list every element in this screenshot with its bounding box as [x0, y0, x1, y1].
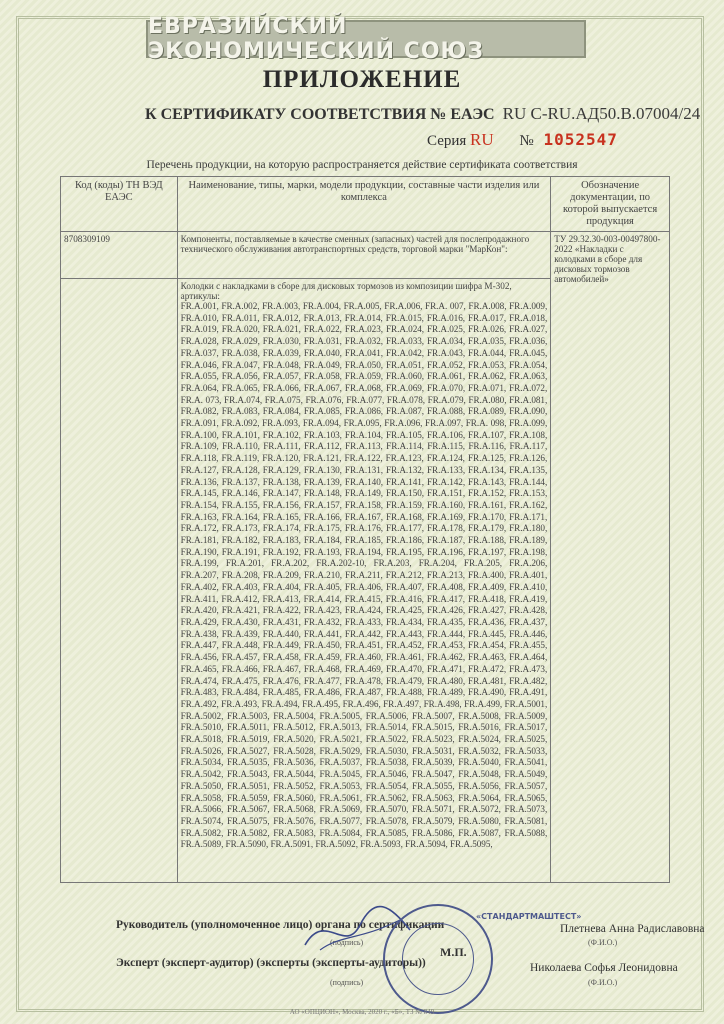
- certificate-label: К СЕРТИФИКАТУ СООТВЕТСТВИЯ № ЕАЭС: [145, 106, 495, 123]
- expert-signature-caption: (подпись): [330, 978, 364, 987]
- expert-label: Эксперт (эксперт-аудитор) (эксперты (эксперты-аудиторы)): [116, 957, 426, 969]
- series-value: RU: [470, 130, 494, 149]
- certificate-number-line: [145, 104, 700, 124]
- document-title: ПРИЛОЖЕНИЕ: [262, 66, 462, 93]
- head-fio-caption: (Ф.И.О.): [588, 938, 618, 947]
- banner-text: ЕВРАЗИЙСКИЙ ЭКОНОМИЧЕСКИЙ СОЮЗ: [148, 14, 484, 64]
- expert-name: Николаева Софья Леонидовна: [530, 962, 678, 974]
- table-caption: Перечень продукции, на которую распространяется действие сертификата соответствия: [146, 159, 578, 171]
- stamp-label: «СТАНДАРТМАШТЕСТ»: [476, 912, 582, 921]
- eaeu-banner: [146, 14, 586, 64]
- series-line: [427, 130, 618, 150]
- product-table: [60, 176, 670, 883]
- table-row: [61, 232, 670, 279]
- mp-mark: М.П.: [440, 945, 467, 959]
- head-signature-caption: (подпись): [330, 938, 364, 947]
- row1-name: Компоненты, поставляемые в качестве сменных (запасных) частей для послепродажного технического обслуживания автотранспортных средств, торговой марки "МарКон":: [177, 232, 551, 279]
- row2-name: [177, 279, 551, 883]
- articles-list: FR.A.001, FR.A.002, FR.A.003, FR.A.004, FR.A.005, FR.A.006, FR.A. 007, FR.A.008, FR.A.009, FR.A.010, FR.A.011, FR.A.012, FR.A.013, FR.A.014, FR.A.015, FR.A.016, FR.A.017, FR.A.018, FR.A.019, FR.A.020, FR.A.021, FR.A.022, FR.A.023, FR.A.024, FR.A.025, FR.A.026, FR.A.027, FR.A.028, FR.A.029, FR.A.030, FR.A.031, FR.A.032, FR.A.033, FR.A.034, FR.A.035, FR.A.036, FR.A.037, FR.A.038, FR.A.039, FR.A.040, FR.A.041, FR.A.042, FR.A.043, FR.A.044, FR.A.045, FR.A.046, FR.A.047, FR.A.048, FR.A.049, FR.A.050, FR.A.051, FR.A.052, FR.A.053, FR.A.054, FR.A.055, FR.A.056, FR.A.057, FR.A.058, FR.A.059, FR.A.060, FR.A.061, FR.A.062, FR.A.063, FR.A.064, FR.A.065, FR.A.066, FR.A.067, FR.A.068, FR.A.069, FR.A.070, FR.A.071, FR.A.072, FR.A. 073, FR.A.074, FR.A.075, FR.A.076, FR.A.077, FR.A.078, FR.A.079, FR.A.080, FR.A.081, FR.A.082, FR.A.083, FR.A.084, FR.A.085, FR.A.086, FR.A.087, FR.A.088, FR.A.089, FR.A.090, FR.A.091, FR.A.092, FR.A.093, FR.A.094, FR.A.095, FR.A.096, FR.A.097, FR.A. 098, FR.A.099, FR.A.100, FR.A.101, FR.A.102, FR.A.103, FR.A.104, FR.A.105, FR.A.106, FR.A.107, FR.A.108, FR.A.109, FR.A.110, FR.A.111, FR.A.112, FR.A.113, FR.A.114, FR.A.115, FR.A.116, FR.A.117, FR.A.118, FR.A.119, FR.A.120, FR.A.121, FR.A.122, FR.A.123, FR.A.124, FR.A.125, FR.A.126, FR.A.127, FR.A.128, FR.A.129, FR.A.130, FR.A.131, FR.A.132, FR.A.133, FR.A.134, FR.A.135, FR.A.136, FR.A.137, FR.A.138, FR.A.139, FR.A.140, FR.A.141, FR.A.142, FR.A.143, FR.A.144, FR.A.145, FR.A.146, FR.A.147, FR.A.148, FR.A.149, FR.A.150, FR.A.151, FR.A.152, FR.A.153, FR.A.154, FR.A.155, FR.A.156, FR.A.157, FR.A.158, FR.A.159, FR.A.160, FR.A.161, FR.A.162, FR.A.163, FR.A.164, FR.A.165, FR.A.166, FR.A.167, FR.A.168, FR.A.169, FR.A.170, FR.A.171, FR.A.172, FR.A.173, FR.A.174, FR.A.175, FR.A.176, FR.A.177, FR.A.178, FR.A.179, FR.A.180, FR.A.181, FR.A.182, FR.A.183, FR.A.184, FR.A.185, FR.A.186, FR.A.187, FR.A.188, FR.A.189, FR.A.190, FR.A.191, FR.A.192, FR.A.193, FR.A.194, FR.A.195, FR.A.196, FR.A.197, FR.A.198, FR.A.199, FR.A.201, FR.A.202, FR.A.202-10, FR.A.203, FR.A.204, FR.A.205, FR.A.206, FR.A.207, FR.A.208, FR.A.209, FR.A.210, FR.A.211, FR.A.212, FR.A.213, FR.A.400, FR.A.401, FR.A.402, FR.A.403, FR.A.404, FR.A.405, FR.A.406, FR.A.407, FR.A.408, FR.A.409, FR.A.410, FR.A.411, FR.A.412, FR.A.413, FR.A.414, FR.A.415, FR.A.416, FR.A.417, FR.A.418, FR.A.419, FR.A.420, FR.A.421, FR.A.422, FR.A.423, FR.A.424, FR.A.425, FR.A.426, FR.A.427, FR.A.428, FR.A.429, FR.A.430, FR.A.431, FR.A.432, FR.A.433, FR.A.434, FR.A.435, FR.A.436, FR.A.437, FR.A.438, FR.A.439, FR.A.440, FR.A.441, FR.A.442, FR.A.443, FR.A.444, FR.A.445, FR.A.446, FR.A.447, FR.A.448, FR.A.449, FR.A.450, FR.A.451, FR.A.452, FR.A.453, FR.A.454, FR.A.455, FR.A.456, FR.A.457, FR.A.458, FR.A.459, FR.A.460, FR.A.461, FR.A.462, FR.A.463, FR.A.464, FR.A.465, FR.A.466, FR.A.467, FR.A.468, FR.A.469, FR.A.470, FR.A.471, FR.A.472, FR.A.473, FR.A.474, FR.A.475, FR.A.476, FR.A.477, FR.A.478, FR.A.479, FR.A.480, FR.A.481, FR.A.482, FR.A.483, FR.A.484, FR.A.485, FR.A.486, FR.A.487, FR.A.488, FR.A.489, FR.A.490, FR.A.491, FR.A.492, FR.A.493, FR.A.494, FR.A.495, FR.A.496, FR.A.497, FR.A.498, FR.A.499, FR.A.5001, FR.A.5002, FR.A.5003, FR.A.5004, FR.A.5005, FR.A.5006, FR.A.5007, FR.A.5008, FR.A.5009, FR.A.5010, FR.A.5011, FR.A.5012, FR.A.5013, FR.A.5014, FR.A.5015, FR.A.5016, FR.A.5017, FR.A.5018, FR.A.5019, FR.A.5020, FR.A.5021, FR.A.5022, FR.A.5023, FR.A.5024, FR.A.5025, FR.A.5026, FR.A.5027, FR.A.5028, FR.A.5029, FR.A.5030, FR.A.5031, FR.A.5032, FR.A.5033, FR.A.5034, FR.A.5035, FR.A.5036, FR.A.5037, FR.A.5038, FR.A.5039, FR.A.5040, FR.A.5041, FR.A.5042, FR.A.5043, FR.A.5044, FR.A.5045, FR.A.5046, FR.A.5047, FR.A.5048, FR.A.5049, FR.A.5050, FR.A.5051, FR.A.5052, FR.A.5053, FR.A.5054, FR.A.5055, FR.A.5056, FR.A.5057, FR.A.5058, FR.A.5059, FR.A.5060, FR.A.5061, FR.A.5062, FR.A.5063, FR.A.5064, FR.A.5065, FR.A.5066, FR.A.5067, FR.A.5068, FR.A.5069, FR.A.5070, FR.A.5071, FR.A.5072, FR.A.5073, FR.A.5074, FR.A.5075, FR.A.5076, FR.A.5077, FR.A.5078, FR.A.5079, FR.A.5080, FR.A.5081, FR.A.5082, FR.A.5082, FR.A.5083, FR.A.5084, FR.A.5085, FR.A.5086, FR.A.5087, FR.A.5088, FR.A.5089, FR.A.5090, FR.A.5091, FR.A.5092, FR.A.5093, FR.A.5094, FR.A.5095,: [180, 301, 548, 850]
- table-header-row: [61, 177, 670, 232]
- series-label: Серия: [427, 133, 467, 149]
- header-name: Наименование, типы, марки, модели продукции, составные части изделия или комплекса: [177, 177, 551, 232]
- printer-footer: АО «ОПЦИОН», Москва, 2020 г., «Б», ТЗ № 849: [289, 1008, 435, 1016]
- articles-intro: Колодки с накладками в сборе для дисковых тормозов из композиции шифра М-302, артикулы:: [180, 281, 512, 301]
- blank-number: 1052547: [543, 130, 618, 149]
- header-doc: Обозначение документации, по которой выпускается продукция: [551, 177, 670, 232]
- row1-code: 8708309109: [61, 232, 178, 279]
- expert-fio-caption: (Ф.И.О.): [588, 978, 618, 987]
- row2-code: [61, 279, 178, 883]
- row1-doc: ТУ 29.32.30-003-00497800-2022 «Накладки с колодками в сборе для дисковых тормозов автомобилей»: [551, 232, 670, 883]
- head-name: Плетнева Анна Радиславовна: [560, 923, 705, 935]
- certificate-number: RU C-RU.АД50.В.07004/24: [502, 104, 701, 123]
- number-sign: №: [519, 133, 534, 149]
- head-label: Руководитель (уполномоченное лицо) органа по сертификации: [116, 919, 445, 931]
- header-code: Код (коды) ТН ВЭД ЕАЭС: [61, 177, 178, 232]
